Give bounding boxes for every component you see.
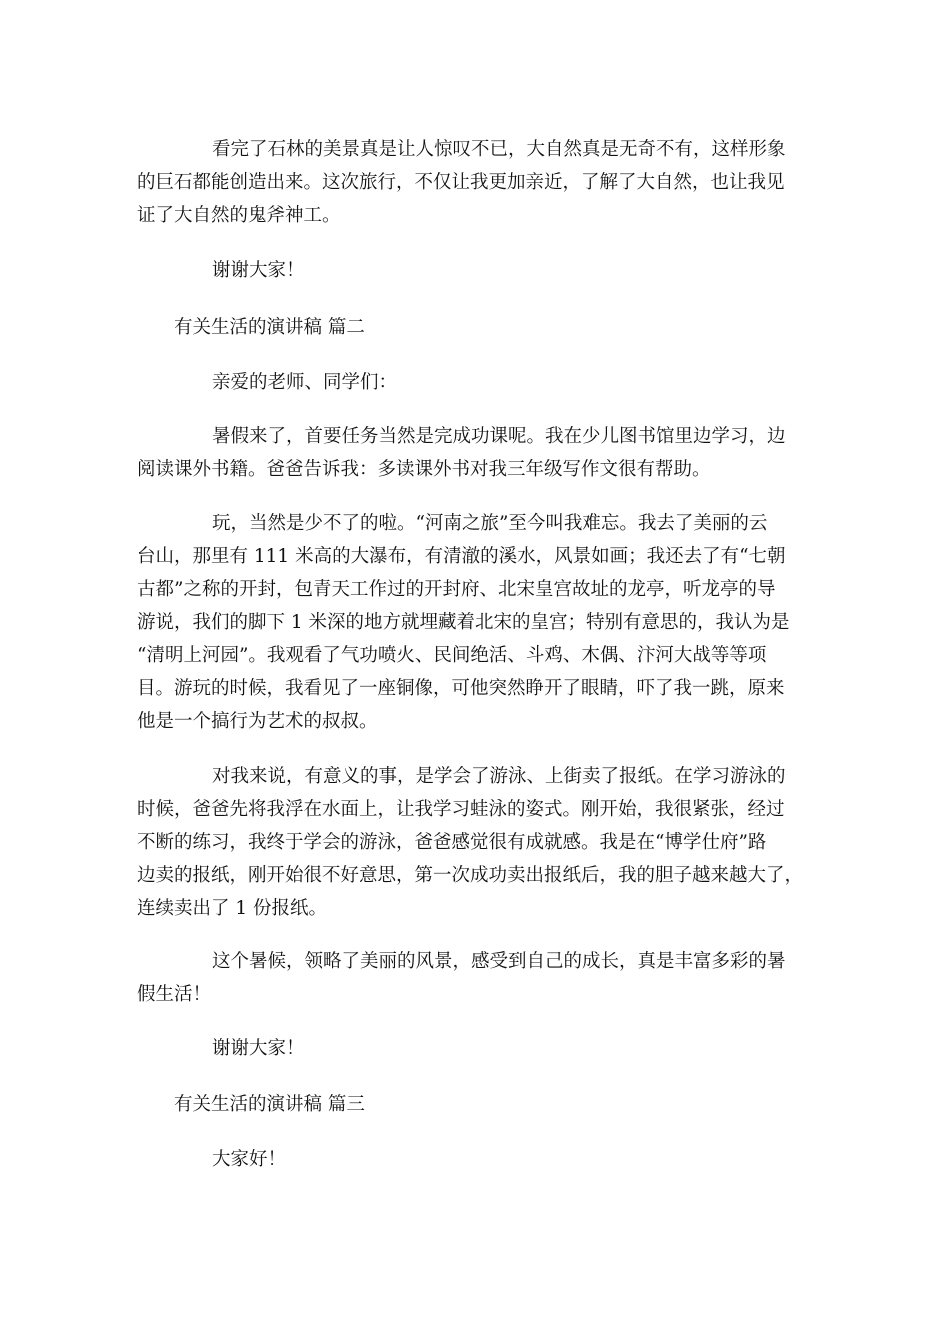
text-line: 这个暑候，领略了美丽的风景，感受到自己的成长，真是丰富多彩的暑 (212, 951, 786, 972)
text-line: 谢谢大家！ (212, 260, 305, 281)
text-line: 证了大自然的鬼斧神工。 (137, 205, 341, 226)
paragraph-swimming-newspaper (137, 760, 817, 925)
paragraph-summer-study (137, 420, 817, 486)
text-line: 玩，当然是少不了的啦。“河南之旅”至今叫我难忘。我去了美丽的云 (212, 513, 768, 534)
text-line: 的巨石都能创造出来。这次旅行，不仅让我更加亲近，了解了大自然，也让我见 (137, 172, 785, 193)
text-line: 他是一个搞行为艺术的叔叔。 (137, 711, 378, 732)
text-line: 谢谢大家！ (212, 1038, 305, 1059)
text-line: 游说，我们的脚下 1 米深的地方就埋藏着北宋的皇宫；特别有意思的，我认为是 (137, 612, 790, 633)
text-line: 时候，爸爸先将我浮在水面上，让我学习蛙泳的姿式。刚开始，我很紧张，经过 (137, 799, 785, 820)
text-line: 连续卖出了 1 份报纸。 (137, 898, 328, 919)
text-line: 阅读课外书籍。爸爸告诉我：多读课外书对我三年级写作文很有帮助。 (137, 459, 711, 480)
text-line: 对我来说，有意义的事，是学会了游泳、上街卖了报纸。在学习游泳的 (212, 766, 786, 787)
text-line: 暑假来了，首要任务当然是完成功课呢。我在少儿图书馆里边学习，边 (212, 426, 786, 447)
paragraph-thanks (137, 254, 817, 287)
paragraph-greeting (137, 1143, 817, 1176)
text-line: 不断的练习，我终于学会的游泳，爸爸感觉很有成就感。我是在“博学仕府”路 (137, 832, 767, 853)
paragraph-greeting (137, 366, 817, 399)
paragraph-thanks (137, 1032, 817, 1065)
text-line: 目。游玩的时候，我看见了一座铜像，可他突然睁开了眼睛，吓了我一跳，原来 (137, 678, 785, 699)
text-line: 假生活！ (137, 984, 212, 1005)
heading-text: 有关生活的演讲稿 篇三 (174, 1094, 365, 1115)
text-line: “清明上河园”。我观看了气功喷火、民间绝活、斗鸡、木偶、汴河大战等等项 (137, 645, 767, 666)
text-line: 台山，那里有 111 米高的大瀑布，有清澈的溪水，风景如画；我还去了有“七朝 (137, 546, 786, 567)
paragraph-henan-trip (137, 507, 817, 738)
section-heading (137, 1088, 817, 1121)
text-line: 边卖的报纸，刚开始很不好意思，第一次成功卖出报纸后，我的胆子越来越大了， (137, 865, 804, 886)
heading-text: 有关生活的演讲稿 篇二 (174, 317, 365, 338)
paragraph-summer-summary (137, 945, 817, 1011)
text-line: 古都”之称的开封，包青天工作过的开封府、北宋皇宫故址的龙亭，听龙亭的导 (137, 579, 776, 600)
section-heading (137, 311, 817, 344)
paragraph-shilin-closing (137, 133, 817, 232)
text-line: 看完了石林的美景真是让人惊叹不已，大自然真是无奇不有，这样形象 (212, 139, 786, 160)
text-line: 亲爱的老师、同学们： (212, 372, 398, 393)
text-line: 大家好！ (212, 1149, 287, 1170)
